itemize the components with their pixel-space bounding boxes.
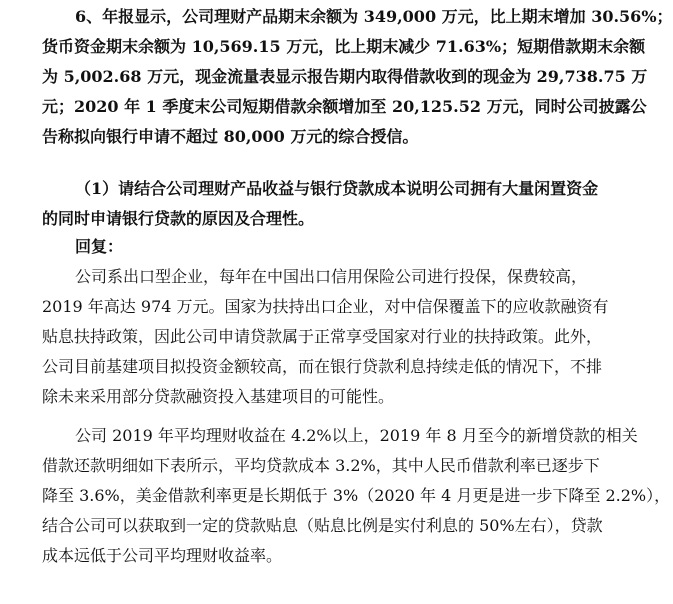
reply-paragraph-line: 借款还款明细如下表所示，平均贷款成本 3.2%，其中人民币借款利率已逐步下	[42, 456, 600, 475]
reply-paragraph-line: 结合公司可以获取到一定的贷款贴息（贴息比例是实付利息的 50%左右），贷款	[42, 516, 603, 535]
question-intro-line: 为 5,002.68 万元，现金流量表显示报告期内取得借款收到的现金为 29,738.75 万	[42, 67, 648, 86]
reply-paragraph-line: 除未来采用部分贷款融资投入基建项目的可能性。	[42, 387, 395, 406]
reply-heading	[42, 232, 602, 262]
reply-paragraph-line: 公司目前基建项目拟投资金额较高，而在银行贷款利息持续走低的情况下，不排	[42, 357, 603, 376]
reply-paragraph-line: 公司系出口型企业，每年在中国出口信用保险公司进行投保，保费较高，	[75, 267, 588, 286]
reply-paragraph-2	[42, 421, 671, 571]
sub-question	[42, 174, 602, 234]
reply-paragraph-line: 成本远低于公司平均理财收益率。	[42, 546, 283, 565]
sub-question-line: 的同时申请银行贷款的原因及合理性。	[42, 209, 315, 228]
reply-paragraph-line: 2019 年高达 974 万元。国家为扶持出口企业，对中信保覆盖下的应收款融资有	[42, 297, 609, 316]
reply-paragraph-line: 降至 3.6%，美金借款利率更是长期低于 3%（2020 年 4 月更是进一步下降至 2.2%），	[42, 486, 671, 505]
sub-question-line: （1）请结合公司理财产品收益与银行贷款成本说明公司拥有大量闲置资金	[75, 179, 599, 198]
question-intro-line: 货币资金期末余额为 10,569.15 万元，比上期末减少 71.63%；短期借款期末余额	[42, 37, 646, 56]
reply-label: 回复：	[75, 237, 124, 256]
reply-paragraph-line: 贴息扶持政策，因此公司申请贷款属于正常享受国家对行业的扶持政策。此外，	[42, 327, 603, 346]
reply-paragraph-1	[42, 262, 609, 412]
question-intro-line: 告称拟向银行申请不超过 80,000 万元的综合授信。	[42, 127, 419, 146]
question-intro-line: 元；2020 年 1 季度末公司短期借款余额增加至 20,125.52 万元，同时公司披露公	[42, 97, 647, 116]
question-intro	[42, 2, 673, 152]
question-intro-line: 6、年报显示，公司理财产品期末余额为 349,000 万元，比上期末增加 30.56%；	[75, 7, 673, 26]
reply-paragraph-line: 公司 2019 年平均理财收益在 4.2%以上，2019 年 8 月至今的新增贷款的相关	[75, 426, 638, 445]
